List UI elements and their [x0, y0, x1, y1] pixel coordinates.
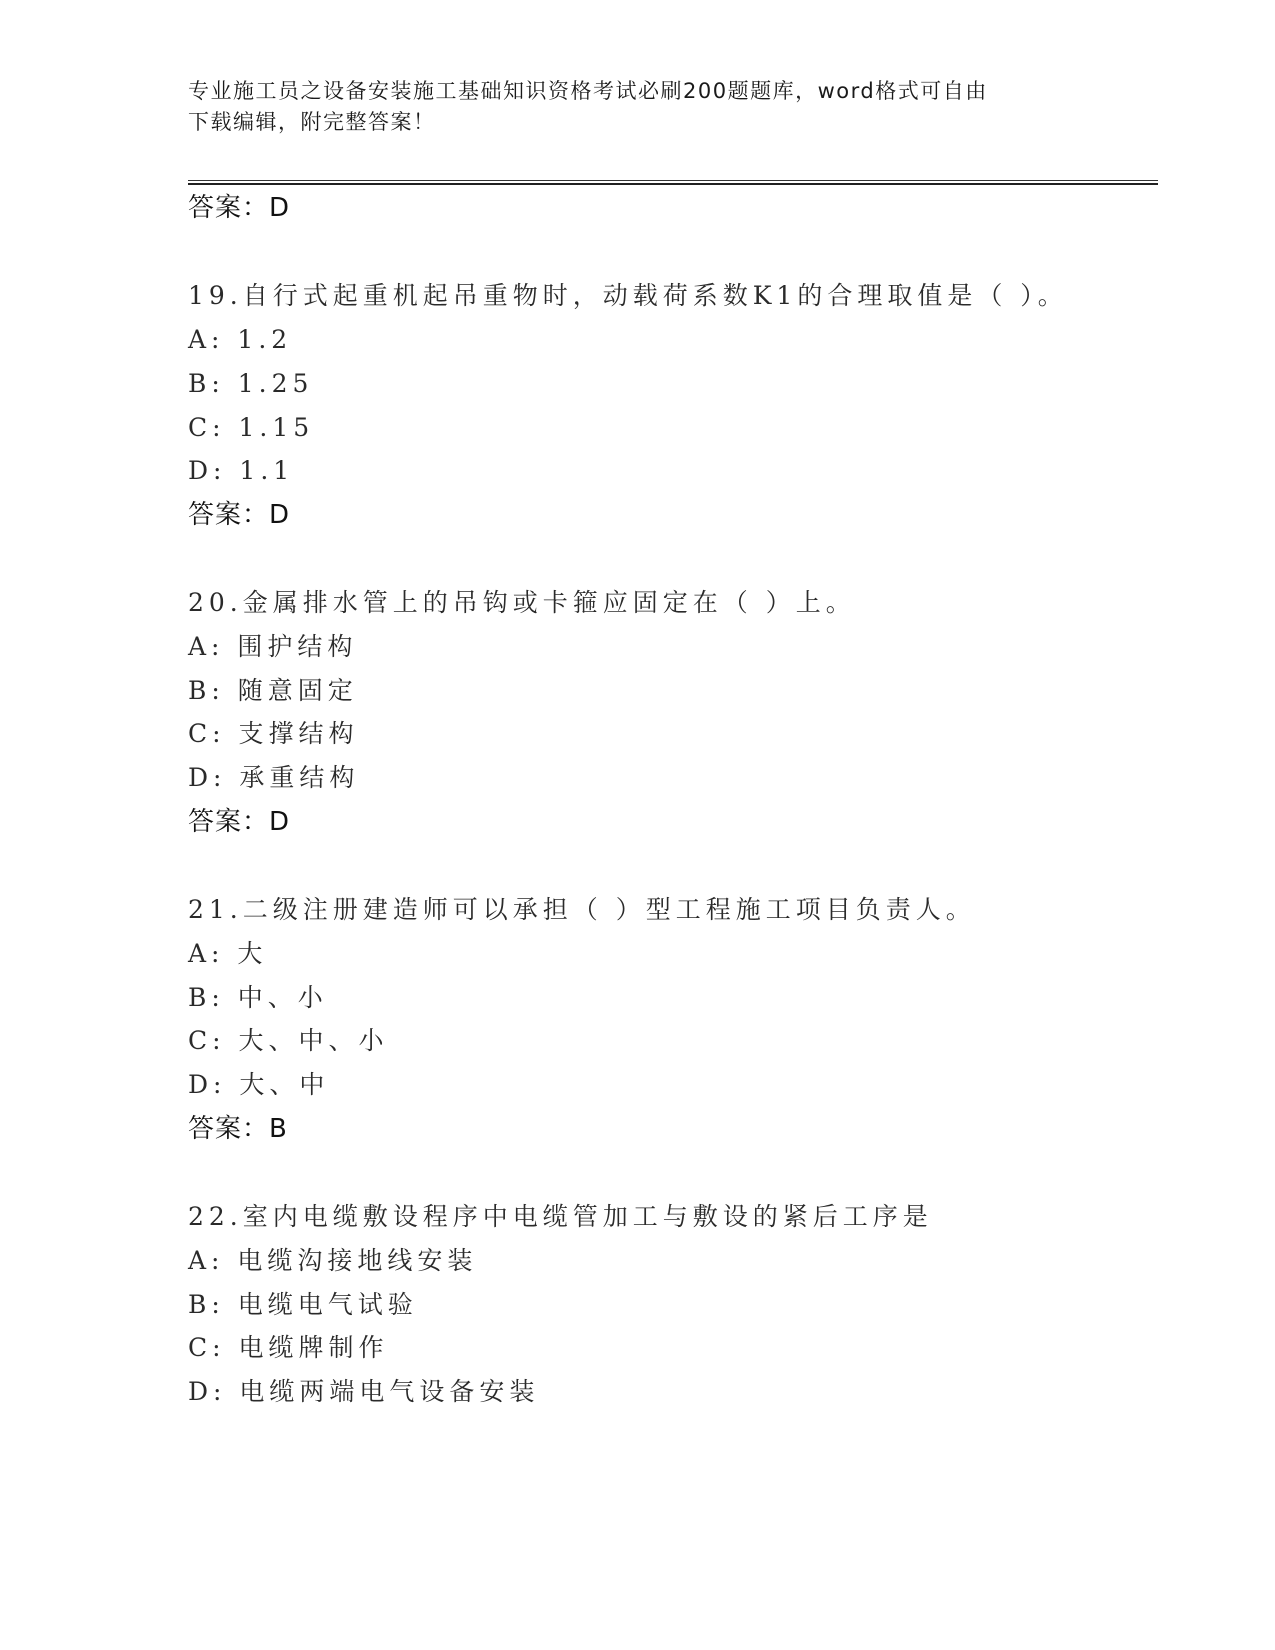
- question-19-option-b: B: 1.25: [188, 369, 314, 398]
- document-header: [188, 76, 1088, 138]
- question-20-answer: 答案：D: [188, 807, 291, 837]
- question-22-stem: 22.室内电缆敷设程序中电缆管加工与敷设的紧后工序是: [188, 1202, 933, 1231]
- question-22-option-a: A: 电缆沟接地线安装: [188, 1246, 478, 1275]
- question-19-stem: 19.自行式起重机起吊重物时，动载荷系数K1的合理取值是（ ）。: [188, 281, 1068, 310]
- header-line-1: 专业施工员之设备安装施工基础知识资格考试必刷200题题库，word格式可自由: [188, 79, 988, 103]
- question-21-option-c: C: 大、中、小: [188, 1026, 389, 1055]
- question-22-option-b: B: 电缆电气试验: [188, 1290, 418, 1319]
- question-20-option-b: B: 随意固定: [188, 676, 358, 705]
- question-19-option-c: C: 1.15: [188, 413, 315, 442]
- question-19-option-d: D: 1.1: [188, 456, 295, 485]
- question-21-option-b: B: 中、小: [188, 983, 328, 1012]
- header-divider-thick: [188, 183, 1158, 185]
- question-21-answer: 答案：B: [188, 1114, 288, 1144]
- question-22-option-d: D: 电缆两端电气设备安装: [188, 1377, 540, 1406]
- previous-answer: 答案：D: [188, 193, 291, 223]
- question-21-option-d: D: 大、中: [188, 1070, 330, 1099]
- question-21-option-a: A: 大: [188, 939, 268, 968]
- header-divider-thin: [188, 180, 1158, 181]
- question-19-option-a: A: 1.2: [188, 325, 293, 354]
- header-line-2: 下载编辑，附完整答案！: [188, 110, 436, 134]
- question-20-option-d: D: 承重结构: [188, 763, 360, 792]
- question-22-option-c: C: 电缆牌制作: [188, 1333, 389, 1362]
- question-21-stem: 21.二级注册建造师可以承担（ ）型工程施工项目负责人。: [188, 895, 976, 924]
- question-19-answer: 答案：D: [188, 500, 291, 530]
- question-20-stem: 20.金属排水管上的吊钩或卡箍应固定在（ ）上。: [188, 588, 856, 617]
- question-20-option-a: A: 围护结构: [188, 632, 358, 661]
- question-20-option-c: C: 支撑结构: [188, 719, 359, 748]
